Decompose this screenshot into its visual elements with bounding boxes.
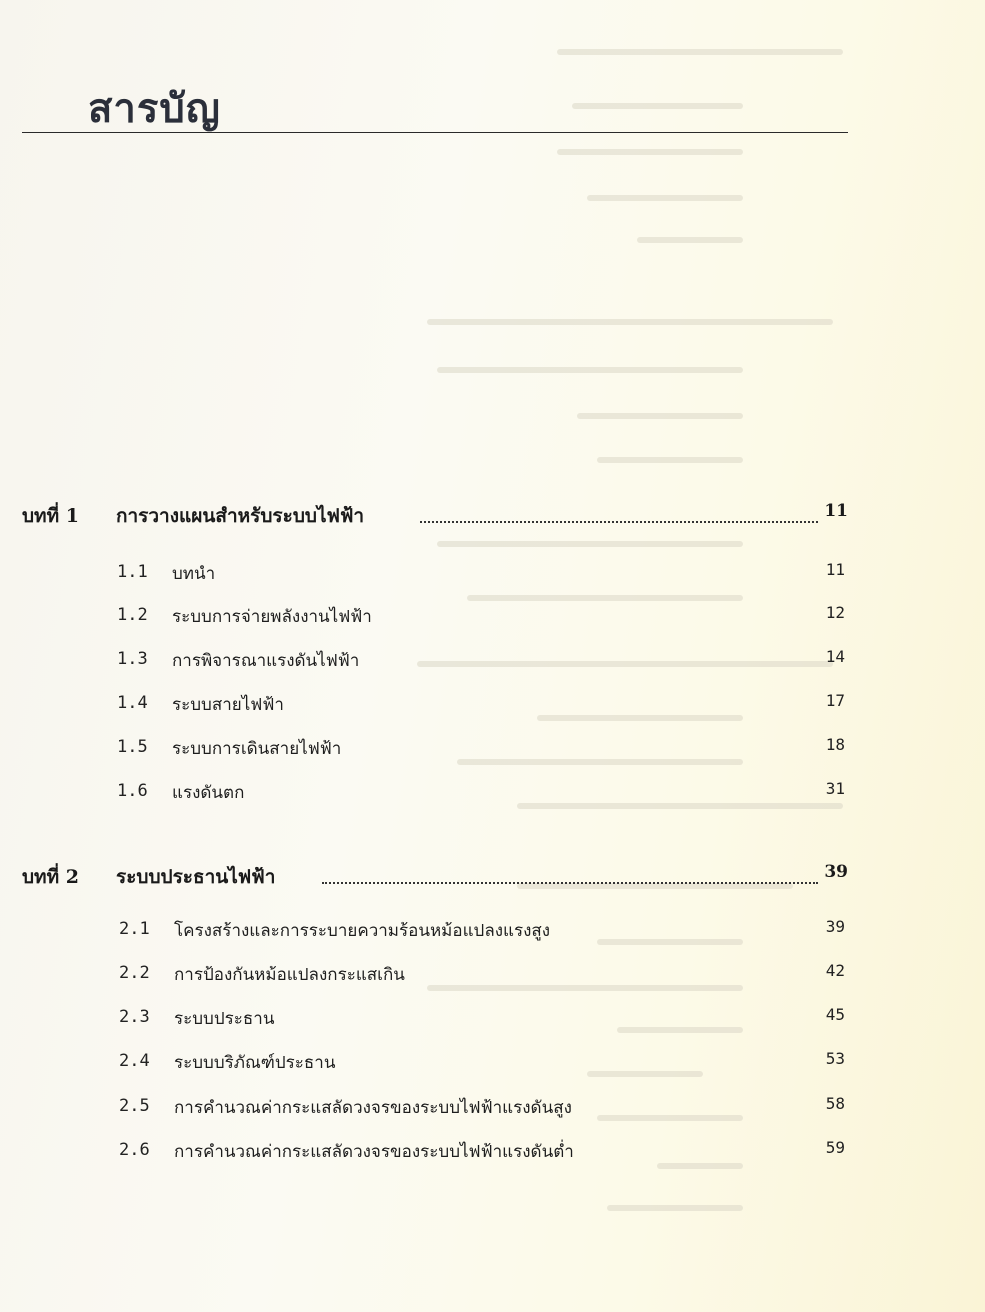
section-title: การคำนวณค่ากระแสลัดวงจรของระบบไฟฟ้าแรงดันต่ำ bbox=[174, 1142, 574, 1162]
section-page: 45 bbox=[825, 1005, 845, 1024]
chapter-title: ระบบประธานไฟฟ้า bbox=[116, 866, 276, 888]
section-page: 53 bbox=[825, 1049, 845, 1068]
section-page: 42 bbox=[825, 961, 845, 980]
toc-entry bbox=[0, 1005, 985, 1031]
section-number: 2.3 bbox=[119, 1007, 150, 1027]
section-page: 31 bbox=[825, 779, 845, 798]
section-title: ระบบการจ่ายพลังงานไฟฟ้า bbox=[172, 607, 372, 627]
toc-entry bbox=[0, 1094, 985, 1120]
toc-entry bbox=[0, 961, 985, 987]
chapter-1-heading bbox=[22, 501, 848, 531]
chapter-label: บทที่ 2 bbox=[22, 866, 79, 888]
section-number: 2.4 bbox=[119, 1051, 150, 1071]
dot-leader bbox=[420, 509, 818, 523]
toc-entry bbox=[0, 917, 985, 943]
section-page: 39 bbox=[825, 917, 845, 936]
section-page: 14 bbox=[825, 647, 845, 666]
chapter-label: บทที่ 1 bbox=[22, 505, 79, 527]
section-number: 2.6 bbox=[119, 1140, 150, 1160]
toc-entry bbox=[0, 1049, 985, 1075]
section-title: การพิจารณาแรงดันไฟฟ้า bbox=[172, 651, 360, 671]
section-title: ระบบบริภัณฑ์ประธาน bbox=[174, 1053, 336, 1073]
chapter-page-number: 39 bbox=[824, 862, 848, 882]
page-title: สารบัญ bbox=[88, 86, 221, 132]
title-underline bbox=[22, 132, 848, 133]
section-number: 1.6 bbox=[117, 781, 148, 801]
section-page: 11 bbox=[825, 560, 845, 579]
chapter-title: การวางแผนสำหรับระบบไฟฟ้า bbox=[116, 505, 365, 527]
section-number: 1.4 bbox=[117, 693, 148, 713]
section-title: แรงดันตก bbox=[172, 783, 245, 803]
section-page: 18 bbox=[825, 735, 845, 754]
toc-entry bbox=[0, 603, 985, 629]
section-title: ระบบประธาน bbox=[174, 1009, 275, 1029]
section-title: ระบบการเดินสายไฟฟ้า bbox=[172, 739, 342, 759]
section-number: 2.5 bbox=[119, 1096, 150, 1116]
dot-leader bbox=[322, 870, 818, 884]
section-number: 1.3 bbox=[117, 649, 148, 669]
toc-entry bbox=[0, 647, 985, 673]
toc-entry bbox=[0, 735, 985, 761]
section-title: โครงสร้างและการระบายความร้อนหม้อแปลงแรงสูง bbox=[174, 921, 551, 941]
toc-entry bbox=[0, 691, 985, 717]
toc-entry bbox=[0, 560, 985, 586]
section-page: 58 bbox=[825, 1094, 845, 1113]
chapter-page-number: 11 bbox=[824, 501, 848, 521]
section-number: 2.2 bbox=[119, 963, 150, 983]
section-number: 1.5 bbox=[117, 737, 148, 757]
chapter-2-heading bbox=[22, 862, 848, 892]
section-page: 59 bbox=[825, 1138, 845, 1157]
section-page: 12 bbox=[825, 603, 845, 622]
section-number: 1.2 bbox=[117, 605, 148, 625]
section-number: 1.1 bbox=[117, 562, 148, 582]
section-title: ระบบสายไฟฟ้า bbox=[172, 695, 284, 715]
toc-entry bbox=[0, 779, 985, 805]
section-number: 2.1 bbox=[119, 919, 150, 939]
section-title: การป้องกันหม้อแปลงกระแสเกิน bbox=[174, 965, 405, 985]
section-page: 17 bbox=[825, 691, 845, 710]
section-title: การคำนวณค่ากระแสลัดวงจรของระบบไฟฟ้าแรงดันสูง bbox=[174, 1098, 572, 1118]
section-title: บทนำ bbox=[172, 564, 216, 584]
toc-entry bbox=[0, 1138, 985, 1164]
